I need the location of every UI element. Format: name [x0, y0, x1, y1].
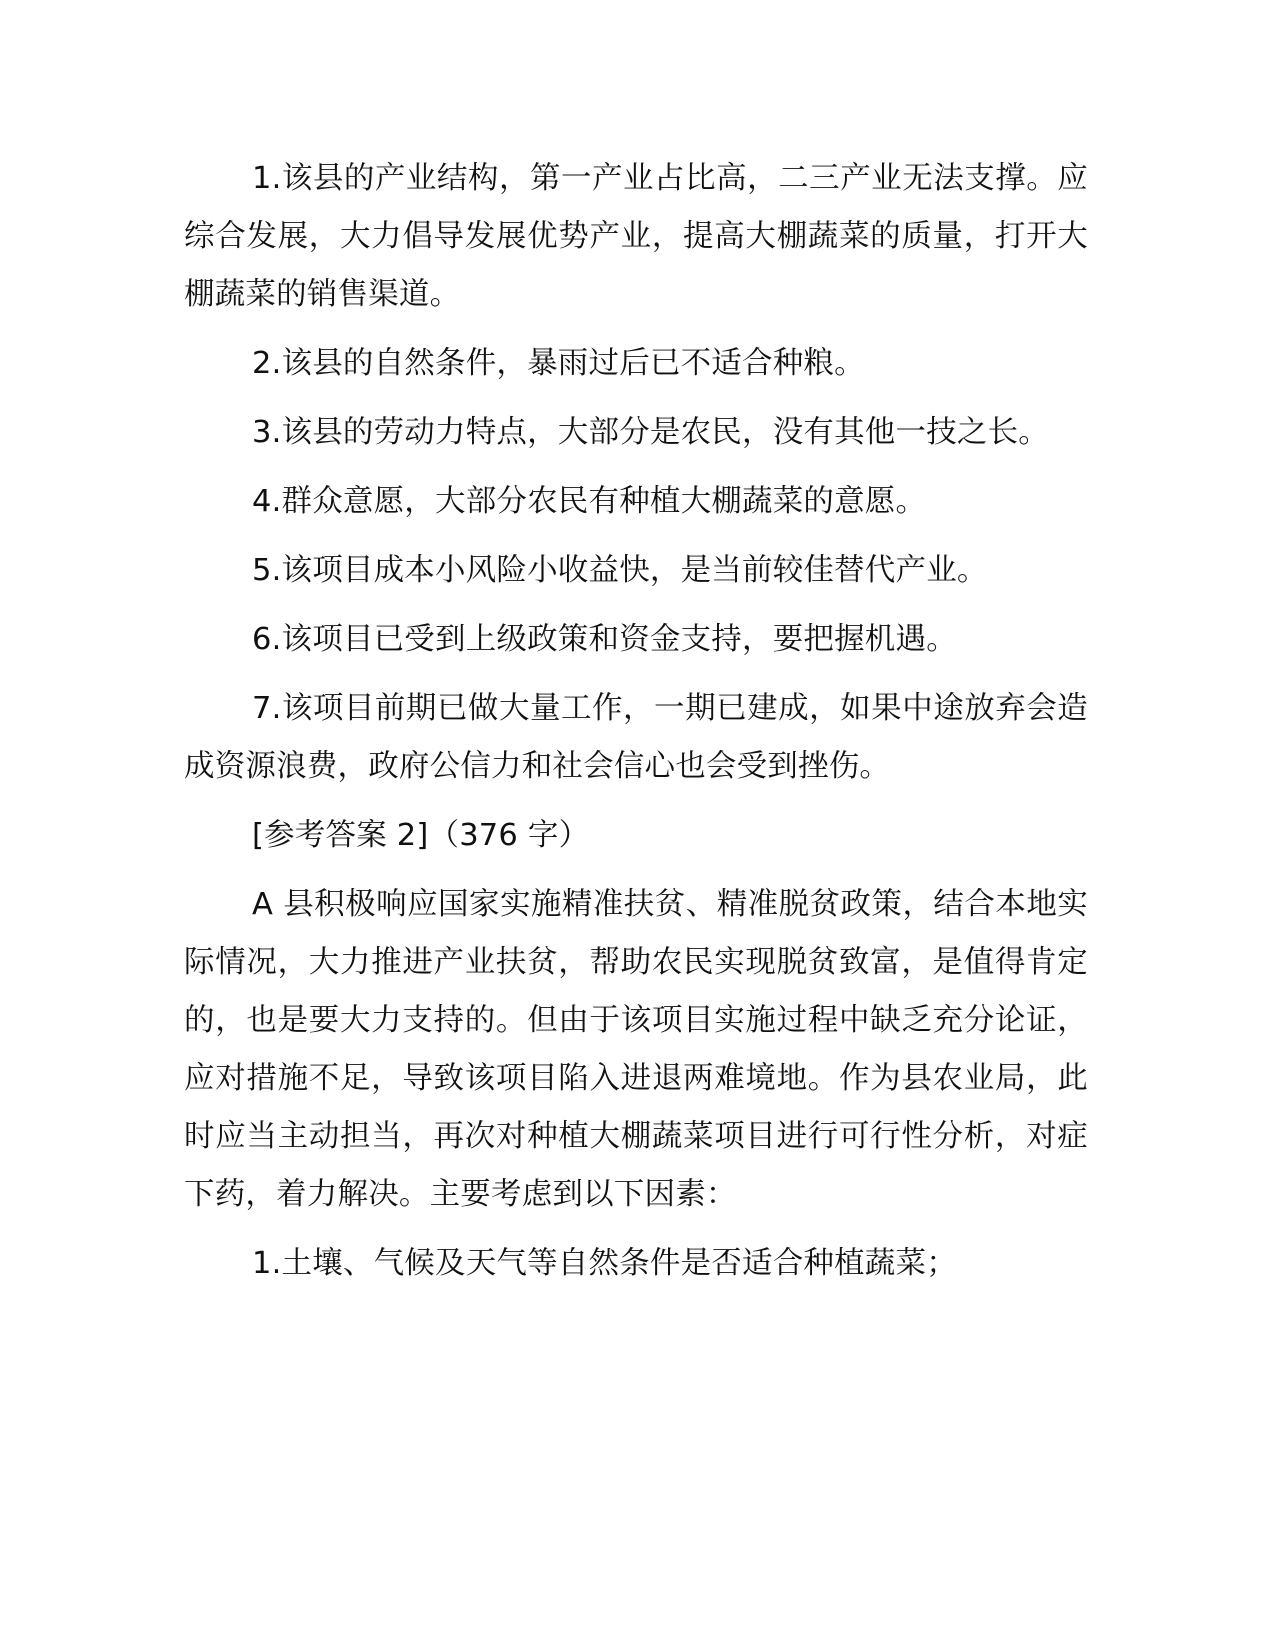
- paragraph-answer-intro: A 县积极响应国家实施精准扶贫、精准脱贫政策，结合本地实际情况，大力推进产业扶贫，帮助农民实现脱贫致富，是值得肯定的，也是要大力支持的。但由于该项目实施过程中缺乏充分论证，应对措施不足，导致该项目陷入进退两难境地。作为县农业局，此时应当主动担当，再次对种植大棚蔬菜项目进行可行性分析，对症下药，着力解决。主要考虑到以下因素：: [184, 887, 1088, 1212]
- paragraph-natural-conditions: 2.该县的自然条件，暴雨过后已不适合种粮。: [252, 346, 865, 381]
- paragraph-early-work: 7.该项目前期已做大量工作，一期已建成，如果中途放弃会造成资源浪费，政府公信力和社会信心也会受到挫伤。: [184, 691, 1088, 784]
- paragraph-labor-characteristics: 3.该县的劳动力特点，大部分是农民，没有其他一技之长。: [252, 415, 1049, 450]
- document-body: [184, 150, 1088, 1304]
- reference-answer-heading: [参考答案 2]（376 字）: [252, 818, 590, 853]
- paragraph-factor-1: 1.土壤、气候及天气等自然条件是否适合种植蔬菜；: [252, 1246, 957, 1281]
- paragraph-industry-structure: 1.该县的产业结构，第一产业占比高，二三产业无法支撑。应综合发展，大力倡导发展优势产业，提高大棚蔬菜的质量，打开大棚蔬菜的销售渠道。: [184, 161, 1088, 312]
- paragraph-cost-risk: 5.该项目成本小风险小收益快，是当前较佳替代产业。: [252, 553, 988, 588]
- paragraph-policy-support: 6.该项目已受到上级政策和资金支持，要把握机遇。: [252, 622, 957, 657]
- paragraph-public-willingness: 4.群众意愿，大部分农民有种植大棚蔬菜的意愿。: [252, 484, 927, 519]
